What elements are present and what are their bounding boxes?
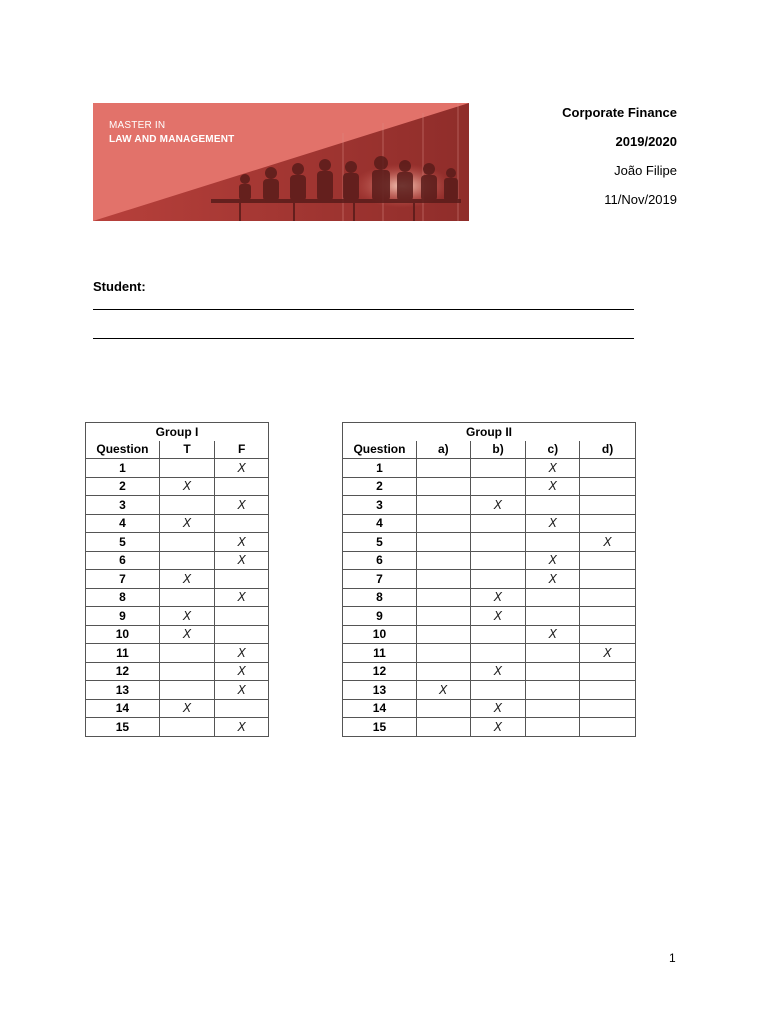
answer-cell[interactable] <box>416 477 470 496</box>
answer-mark[interactable]: X <box>159 477 215 496</box>
question-number: 8 <box>343 588 417 607</box>
answer-cell[interactable] <box>159 496 215 515</box>
answer-cell[interactable] <box>215 607 269 626</box>
answer-cell[interactable] <box>416 644 470 663</box>
answer-cell[interactable] <box>470 477 526 496</box>
answer-cell[interactable] <box>159 588 215 607</box>
answer-mark[interactable]: X <box>215 533 269 552</box>
answer-cell[interactable] <box>470 533 526 552</box>
answer-mark[interactable]: X <box>416 681 470 700</box>
answer-mark[interactable]: X <box>526 514 580 533</box>
group-1-row-11 <box>86 644 269 663</box>
group-2-row-4 <box>343 514 636 533</box>
answer-cell[interactable] <box>580 496 636 515</box>
answer-mark[interactable]: X <box>215 718 269 737</box>
answer-cell[interactable] <box>416 699 470 718</box>
question-number: 6 <box>86 551 160 570</box>
answer-cell[interactable] <box>159 459 215 478</box>
group-2-row-3 <box>343 496 636 515</box>
answer-mark[interactable]: X <box>526 570 580 589</box>
answer-mark[interactable]: X <box>215 459 269 478</box>
answer-cell[interactable] <box>416 496 470 515</box>
question-number: 15 <box>86 718 160 737</box>
question-number: 3 <box>343 496 417 515</box>
question-number: 12 <box>86 662 160 681</box>
answer-cell[interactable] <box>526 681 580 700</box>
group-2-row-2 <box>343 477 636 496</box>
answer-cell[interactable] <box>470 514 526 533</box>
answer-mark[interactable]: X <box>580 644 636 663</box>
group-2-row-9 <box>343 607 636 626</box>
group-2-col-question: Question <box>343 441 417 459</box>
answer-cell[interactable] <box>470 644 526 663</box>
question-number: 6 <box>343 551 417 570</box>
answer-cell[interactable] <box>526 588 580 607</box>
answer-mark[interactable]: X <box>215 588 269 607</box>
answer-mark[interactable]: X <box>215 644 269 663</box>
answer-cell[interactable] <box>470 681 526 700</box>
question-number: 11 <box>86 644 160 663</box>
answer-cell[interactable] <box>159 681 215 700</box>
group-2-row-6 <box>343 551 636 570</box>
answer-cell[interactable] <box>470 459 526 478</box>
group-2-title: Group II <box>343 423 636 441</box>
answer-cell[interactable] <box>416 625 470 644</box>
answer-cell[interactable] <box>416 570 470 589</box>
answer-mark[interactable]: X <box>215 496 269 515</box>
answer-cell[interactable] <box>526 718 580 737</box>
question-number: 8 <box>86 588 160 607</box>
question-number: 11 <box>343 644 417 663</box>
group-1-row-7 <box>86 570 269 589</box>
question-number: 15 <box>343 718 417 737</box>
question-number: 1 <box>343 459 417 478</box>
answer-cell[interactable] <box>526 533 580 552</box>
group-2-row-14 <box>343 699 636 718</box>
answer-mark[interactable]: X <box>215 662 269 681</box>
question-number: 9 <box>343 607 417 626</box>
group-2-row-7 <box>343 570 636 589</box>
group-2-row-5 <box>343 533 636 552</box>
answer-cell[interactable] <box>159 644 215 663</box>
answer-cell[interactable] <box>159 551 215 570</box>
group-1-row-15 <box>86 718 269 737</box>
question-number: 2 <box>343 477 417 496</box>
answer-cell[interactable] <box>215 477 269 496</box>
answer-cell[interactable] <box>159 662 215 681</box>
answer-mark[interactable]: X <box>159 625 215 644</box>
answer-cell[interactable] <box>416 514 470 533</box>
answer-cell[interactable] <box>159 533 215 552</box>
answer-mark[interactable]: X <box>159 607 215 626</box>
student-label: Student: <box>93 279 146 294</box>
group-1-row-6 <box>86 551 269 570</box>
answer-cell[interactable] <box>580 625 636 644</box>
answer-cell[interactable] <box>470 625 526 644</box>
group-1-row-2 <box>86 477 269 496</box>
answer-mark[interactable]: X <box>470 718 526 737</box>
group-1-col-t: T <box>159 441 215 459</box>
group-2-col-a: a) <box>416 441 470 459</box>
answer-cell[interactable] <box>580 459 636 478</box>
answer-mark[interactable]: X <box>526 477 580 496</box>
program-banner <box>93 103 469 221</box>
banner-text <box>109 119 234 147</box>
answer-cell[interactable] <box>526 496 580 515</box>
answer-cell[interactable] <box>580 588 636 607</box>
answer-mark[interactable]: X <box>526 551 580 570</box>
question-number: 10 <box>86 625 160 644</box>
answer-cell[interactable] <box>416 551 470 570</box>
group-1-row-4 <box>86 514 269 533</box>
group-1-col-f: F <box>215 441 269 459</box>
answer-cell[interactable] <box>580 477 636 496</box>
answer-mark[interactable]: X <box>215 681 269 700</box>
answer-cell[interactable] <box>416 662 470 681</box>
answer-cell[interactable] <box>470 570 526 589</box>
answer-mark[interactable]: X <box>470 496 526 515</box>
author-name: João Filipe <box>614 163 677 178</box>
group-2-row-1 <box>343 459 636 478</box>
answer-mark[interactable]: X <box>215 551 269 570</box>
question-number: 5 <box>343 533 417 552</box>
student-line-1[interactable] <box>93 309 634 310</box>
answer-cell[interactable] <box>526 607 580 626</box>
answer-cell[interactable] <box>159 718 215 737</box>
group-1-row-13 <box>86 681 269 700</box>
answer-mark[interactable]: X <box>159 514 215 533</box>
group-1-row-8 <box>86 588 269 607</box>
answer-mark[interactable]: X <box>470 662 526 681</box>
question-number: 4 <box>343 514 417 533</box>
answer-cell[interactable] <box>580 699 636 718</box>
answer-cell[interactable] <box>416 533 470 552</box>
group-2-row-8 <box>343 588 636 607</box>
group-2-col-c: c) <box>526 441 580 459</box>
question-number: 7 <box>86 570 160 589</box>
answer-cell[interactable] <box>526 644 580 663</box>
group-2-col-b: b) <box>470 441 526 459</box>
answer-cell[interactable] <box>416 607 470 626</box>
question-number: 9 <box>86 607 160 626</box>
group-1-row-1 <box>86 459 269 478</box>
answer-mark[interactable]: X <box>159 699 215 718</box>
course-title: Corporate Finance <box>562 105 677 120</box>
question-number: 2 <box>86 477 160 496</box>
student-line-2[interactable] <box>93 338 634 339</box>
question-number: 5 <box>86 533 160 552</box>
group-2-row-13 <box>343 681 636 700</box>
question-number: 7 <box>343 570 417 589</box>
exam-date: 11/Nov/2019 <box>604 192 677 207</box>
answer-mark[interactable]: X <box>470 699 526 718</box>
academic-year: 2019/2020 <box>615 134 677 149</box>
answer-cell[interactable] <box>580 570 636 589</box>
page-number: 1 <box>669 951 676 965</box>
answer-mark[interactable]: X <box>470 588 526 607</box>
answer-mark[interactable]: X <box>159 570 215 589</box>
answer-cell[interactable] <box>580 681 636 700</box>
question-number: 14 <box>343 699 417 718</box>
question-number: 13 <box>86 681 160 700</box>
answer-cell[interactable] <box>215 514 269 533</box>
question-number: 10 <box>343 625 417 644</box>
answer-cell[interactable] <box>580 718 636 737</box>
group-1-row-12 <box>86 662 269 681</box>
group-1-row-3 <box>86 496 269 515</box>
group-1-row-14 <box>86 699 269 718</box>
question-number: 1 <box>86 459 160 478</box>
answer-mark[interactable]: X <box>526 459 580 478</box>
group-1-row-10 <box>86 625 269 644</box>
group-2-col-d: d) <box>580 441 636 459</box>
answer-cell[interactable] <box>416 459 470 478</box>
group-1-title: Group I <box>86 423 269 441</box>
banner-line-1: MASTER IN <box>109 120 166 131</box>
group-2-row-10 <box>343 625 636 644</box>
group-2-row-11 <box>343 644 636 663</box>
answer-cell[interactable] <box>580 662 636 681</box>
group-2-answer-table <box>342 422 636 737</box>
answer-cell[interactable] <box>526 662 580 681</box>
question-number: 13 <box>343 681 417 700</box>
question-number: 4 <box>86 514 160 533</box>
answer-mark[interactable]: X <box>470 607 526 626</box>
question-number: 14 <box>86 699 160 718</box>
group-1-row-9 <box>86 607 269 626</box>
answer-cell[interactable] <box>580 514 636 533</box>
group-1-row-5 <box>86 533 269 552</box>
group-2-row-15 <box>343 718 636 737</box>
answer-cell[interactable] <box>215 570 269 589</box>
answer-cell[interactable] <box>215 625 269 644</box>
group-2-row-12 <box>343 662 636 681</box>
group-1-col-question: Question <box>86 441 160 459</box>
answer-cell[interactable] <box>580 551 636 570</box>
banner-line-2: LAW AND MANAGEMENT <box>109 134 235 145</box>
question-number: 12 <box>343 662 417 681</box>
answer-mark[interactable]: X <box>580 533 636 552</box>
answer-cell[interactable] <box>215 699 269 718</box>
answer-cell[interactable] <box>470 551 526 570</box>
answer-cell[interactable] <box>416 718 470 737</box>
answer-cell[interactable] <box>416 588 470 607</box>
question-number: 3 <box>86 496 160 515</box>
answer-cell[interactable] <box>580 607 636 626</box>
answer-mark[interactable]: X <box>526 625 580 644</box>
group-1-answer-table <box>85 422 269 737</box>
answer-cell[interactable] <box>526 699 580 718</box>
